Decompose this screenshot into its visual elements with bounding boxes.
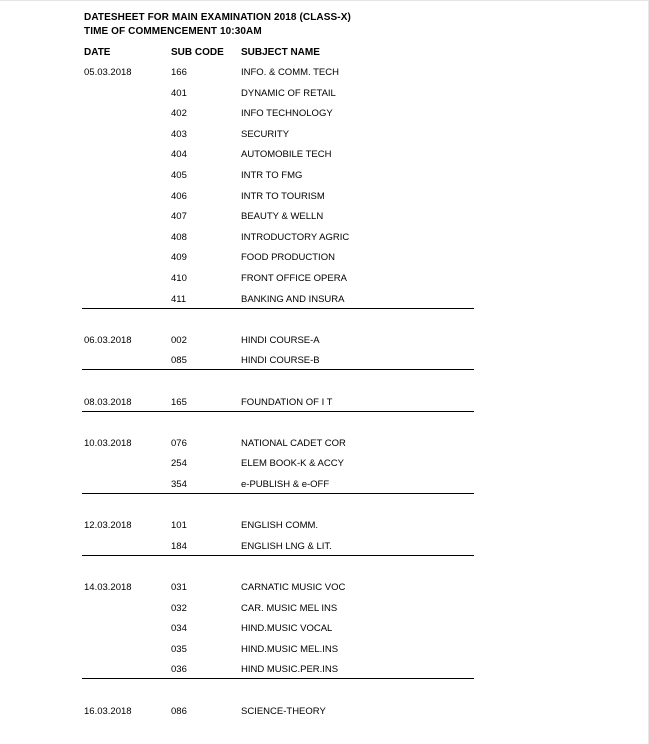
subject-name: INTRODUCTORY AGRIC <box>241 231 350 243</box>
subject-code: 002 <box>171 334 187 346</box>
subject-name: AUTOMOBILE TECH <box>241 149 332 161</box>
column-header-date: DATE <box>84 47 111 58</box>
subject-name: ENGLISH LNG & LIT. <box>241 540 332 552</box>
subject-code: 165 <box>171 396 187 408</box>
subject-code: 254 <box>171 458 187 470</box>
subject-code: 411 <box>171 293 187 305</box>
subject-name: e-PUBLISH & e-OFF <box>241 479 330 490</box>
subject-code: 076 <box>171 437 187 449</box>
subject-name: SCIENCE-THEORY <box>241 705 326 717</box>
exam-date: 06.03.2018 <box>84 334 132 346</box>
subject-code: 086 <box>171 705 187 717</box>
subject-name: INFO TECHNOLOGY <box>241 108 333 120</box>
column-header-sub-code: SUB CODE <box>171 47 224 58</box>
subject-code: 031 <box>171 582 187 593</box>
subject-code: 035 <box>171 643 187 655</box>
subject-code: 409 <box>171 252 187 264</box>
subject-code: 101 <box>171 520 187 532</box>
group-divider <box>82 555 474 556</box>
subject-code: 032 <box>171 602 187 614</box>
exam-date: 12.03.2018 <box>84 520 132 532</box>
subject-name: BEAUTY & WELLN <box>241 211 324 223</box>
subject-name: DYNAMIC OF RETAIL <box>241 87 336 99</box>
subject-code: 407 <box>171 211 187 223</box>
document-subtitle: TIME OF COMMENCEMENT 10:30AM <box>84 26 262 37</box>
subject-code: 401 <box>171 87 187 99</box>
group-divider <box>82 493 474 494</box>
subject-name: HIND.MUSIC VOCAL <box>241 623 333 635</box>
group-divider <box>82 678 474 679</box>
subject-code: 034 <box>171 623 187 635</box>
group-divider <box>82 369 474 370</box>
document-title: DATESHEET FOR MAIN EXAMINATION 2018 (CLASS-X) <box>84 12 351 23</box>
group-divider <box>82 411 474 412</box>
subject-name: NATIONAL CADET COR <box>241 437 346 449</box>
subject-code: 404 <box>171 149 187 161</box>
subject-name: CAR. MUSIC MEL INS <box>241 602 338 614</box>
subject-code: 403 <box>171 128 187 140</box>
subject-name: BANKING AND INSURA <box>241 293 345 305</box>
subject-name: HINDI COURSE-A <box>241 334 320 346</box>
subject-name: FRONT OFFICE OPERA <box>241 273 347 284</box>
subject-name: ENGLISH COMM. <box>241 520 319 532</box>
subject-name: FOOD PRODUCTION <box>241 252 335 264</box>
subject-name: HIND.MUSIC MEL.INS <box>241 643 339 655</box>
subject-code: 036 <box>171 664 187 676</box>
subject-name: ELEM BOOK-K & ACCY <box>241 458 344 470</box>
exam-date: 10.03.2018 <box>84 437 132 449</box>
subject-code: 408 <box>171 231 187 243</box>
exam-date: 14.03.2018 <box>84 582 132 593</box>
subject-name: FOUNDATION OF I T <box>241 396 333 408</box>
subject-code: 410 <box>171 273 187 284</box>
subject-name: CARNATIC MUSIC VOC <box>241 582 346 593</box>
subject-name: HINDI COURSE-B <box>241 355 320 367</box>
subject-code: 166 <box>171 67 187 78</box>
subject-name: INTR TO TOURISM <box>241 190 325 202</box>
subject-code: 354 <box>171 479 187 490</box>
exam-date: 16.03.2018 <box>84 705 132 717</box>
subject-code: 184 <box>171 540 187 552</box>
subject-code: 402 <box>171 108 187 120</box>
subject-name: SECURITY <box>241 128 290 140</box>
group-divider <box>82 308 474 309</box>
exam-date: 05.03.2018 <box>84 67 132 78</box>
subject-code: 405 <box>171 170 187 181</box>
column-header-subject-name: SUBJECT NAME <box>241 47 320 58</box>
subject-code: 406 <box>171 190 187 202</box>
subject-name: INTR TO FMG <box>241 170 303 181</box>
exam-date: 08.03.2018 <box>84 396 132 408</box>
subject-name: INFO. & COMM. TECH <box>241 67 339 78</box>
subject-code: 085 <box>171 355 187 367</box>
subject-name: HIND MUSIC.PER.INS <box>241 664 339 676</box>
